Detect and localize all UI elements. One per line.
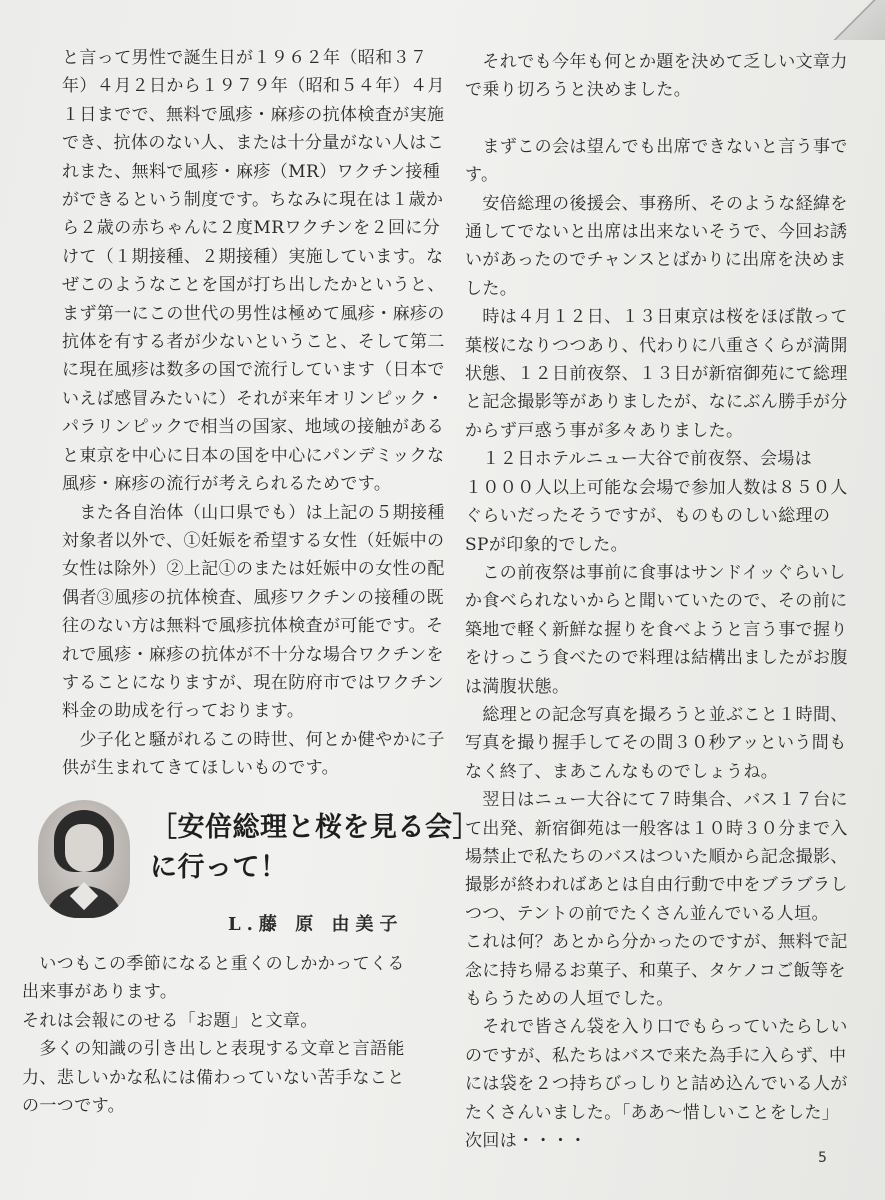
text-line: 風疹・麻疹の流行が考えられるためです。: [62, 474, 392, 495]
text-line: と東京を中心に日本の国を中心にパンデミックな: [62, 445, 445, 466]
text-line: することになりますが、現在防府市ではワクチン: [62, 672, 444, 693]
text-line: けて（１期接種、２期接種）実施しています。な: [62, 246, 444, 267]
text-line: いがあったのでチャンスとばかりに出席を決めま: [465, 250, 847, 271]
text-line: 築地で軽く新鮮な握りを食べようと言う事で握り: [465, 619, 848, 640]
author-photo: [38, 800, 130, 918]
paragraph-gap: [465, 105, 845, 133]
text-line: ぜこのようなことを国が打ち出したかというと、: [62, 275, 445, 296]
text-line: 葉桜になりつつあり、代わりに八重さくらが満開: [465, 335, 848, 356]
text-line: 時は４月１２日、１３日東京は桜をほぼ散って: [465, 307, 848, 328]
text-line: のですが、私たちはバスで来た為手に入らず、中: [465, 1045, 847, 1066]
left-column: [62, 44, 445, 783]
text-line: からず戸惑う事が多々ありました。: [465, 420, 744, 441]
text-line: 撮影が終わればあとは自由行動で中をブラブラし: [465, 875, 848, 896]
text-line: 抗体を有する者が少ないということ、そして第二: [62, 332, 445, 353]
text-line: 場禁止で私たちのバスはついた順から記念撮影、: [465, 846, 848, 867]
text-line: これは何？あとから分かったのですが、無料で記: [465, 932, 848, 953]
text-line: 料金の助成を行っております。: [62, 701, 305, 722]
text-line: パラリンピックで相当の国家、地域の接触がある: [62, 417, 445, 438]
text-line: には袋を２つ持ちびっしりと詰め込んでいる人が: [465, 1074, 848, 1095]
text-line: 念に持ち帰るお菓子、和菓子、タケノコご飯等を: [465, 960, 846, 981]
text-line: 写真を撮り握手してその間３０秒アッという間も: [465, 733, 847, 754]
text-line: 出来事があります。: [22, 982, 178, 1003]
text-line: SPが印象的でした。: [465, 534, 629, 555]
text-line: と言って男性で誕生日が１９６２年（昭和３７: [62, 48, 428, 68]
text-line: なく終了、まあこんなものでしょうね。: [465, 761, 779, 782]
text-line: いえば感冒みたいに）それが来年オリンピック・: [62, 388, 445, 409]
text-line: 状態、１２日前夜祭、１３日が新宿御苑にて総理: [465, 364, 848, 385]
text-line: の一つです。: [22, 1096, 126, 1117]
text-line: す。: [465, 165, 499, 186]
text-line: でき、抗体のない人、または十分量がない人はこ: [62, 133, 445, 154]
text-line: か食べられないからと聞いていたので、その前に: [465, 591, 848, 612]
text-line: 安倍総理の後援会、事務所、そのような経緯を: [465, 193, 848, 214]
text-line: 多くの知識の引き出しと表現する文章と言語能: [22, 1039, 405, 1060]
text-line: と記念撮影等がありましたが、なにぶん勝手が分: [465, 392, 848, 413]
text-line: まずこの会は望んでも出席できないと言う事で: [465, 136, 848, 157]
text-line: つつ、テントの前でたくさん並んでいる人垣。: [465, 903, 829, 924]
text-line: れで風疹・麻疹の抗体が不十分な場合ワクチンを: [62, 644, 444, 665]
text-line: また各自治体（山口県でも）は上記の５期接種: [62, 502, 445, 523]
text-line: ら２歳の赤ちゃんに２度MRワクチンを２回に分: [62, 218, 441, 239]
text-line: をけっこう食べたので料理は結構出ましたがお腹: [465, 648, 848, 669]
text-line: もらうための人垣でした。: [465, 989, 674, 1009]
text-line: 次回は・・・・: [465, 1131, 587, 1152]
text-line: この前夜祭は事前に食事はサンドイッぐらいし: [465, 562, 846, 583]
text-line: １２日ホテルニュー大谷で前夜祭、会場は: [465, 449, 813, 470]
article-title: [150, 808, 480, 888]
article-title-line1: ［安倍総理と桜を見る会］: [150, 812, 480, 843]
lower-left-text: [22, 950, 422, 1120]
right-column: [465, 48, 848, 1155]
text-line: 力、悲しいかな私には備わっていない苦手なこと: [22, 1067, 405, 1088]
text-line: 年）４月２日から１９７９年（昭和５４年）４月: [62, 76, 445, 97]
text-line: 往のない方は無料で風疹抗体検査が可能です。そ: [62, 616, 444, 637]
text-line: 偶者③風疹の抗体検査、風疹ワクチンの接種の既: [62, 587, 444, 608]
page-corner-fold: [825, 0, 885, 40]
text-line: 翌日はニュー大谷にて７時集合、バス１７台に: [465, 790, 848, 811]
text-line: 女性は除外）②上記①のまたは妊娠中の女性の配: [62, 559, 445, 580]
text-line: たくさんいました。「ああ～惜しいことをした」: [465, 1102, 840, 1123]
text-line: れまた、無料で風疹・麻疹（MR）ワクチン接種: [62, 161, 441, 182]
text-line: ができるという制度です。ちなみに現在は１歳か: [62, 190, 444, 211]
page-number: 5: [818, 1150, 827, 1166]
text-line: いつもこの季節になると重くのしかかってくる: [22, 954, 405, 974]
text-line: ぐらいだったそうですが、ものものしい総理の: [465, 506, 831, 527]
text-line: で乗り切ろうと決めました。: [465, 80, 692, 101]
text-line: 対象者以外で、①妊娠を希望する女性（妊娠中の: [62, 530, 445, 551]
text-line: 少子化と騒がれるこの時世、何とか健やかに子: [62, 729, 445, 750]
text-line: それは会報にのせる「お題」と文章。: [22, 1010, 318, 1031]
article-author: L.藤 原 由美子: [228, 914, 404, 935]
text-line: に現在風疹は数多の国で流行しています（日本で: [62, 360, 445, 381]
text-line: １０００人以上可能な会場で参加人数は８５０人: [465, 477, 848, 498]
text-line: １日までで、無料で風疹・麻疹の抗体検査が実施: [62, 104, 445, 125]
text-line: は満腹状態。: [465, 676, 570, 697]
article-title-line2: に行って！: [150, 852, 288, 883]
text-line: それで皆さん袋を入り口でもらっていたらしい: [465, 1017, 848, 1038]
text-line: した。: [465, 278, 518, 299]
text-line: 総理との記念写真を撮ろうと並ぶこと１時間、: [465, 704, 848, 725]
text-line: 通してでないと出席は出来ないそうで、今回お誘: [465, 222, 848, 243]
text-line: まず第一にこの世代の男性は極めて風疹・麻疹の: [62, 303, 445, 324]
text-line: それでも今年も何とか題を決めて乏しい文章力: [465, 52, 848, 72]
text-line: て出発、新宿御苑は一般客は１０時３０分まで入: [465, 818, 848, 839]
text-line: 供が生まれてきてほしいものです。: [62, 758, 340, 779]
